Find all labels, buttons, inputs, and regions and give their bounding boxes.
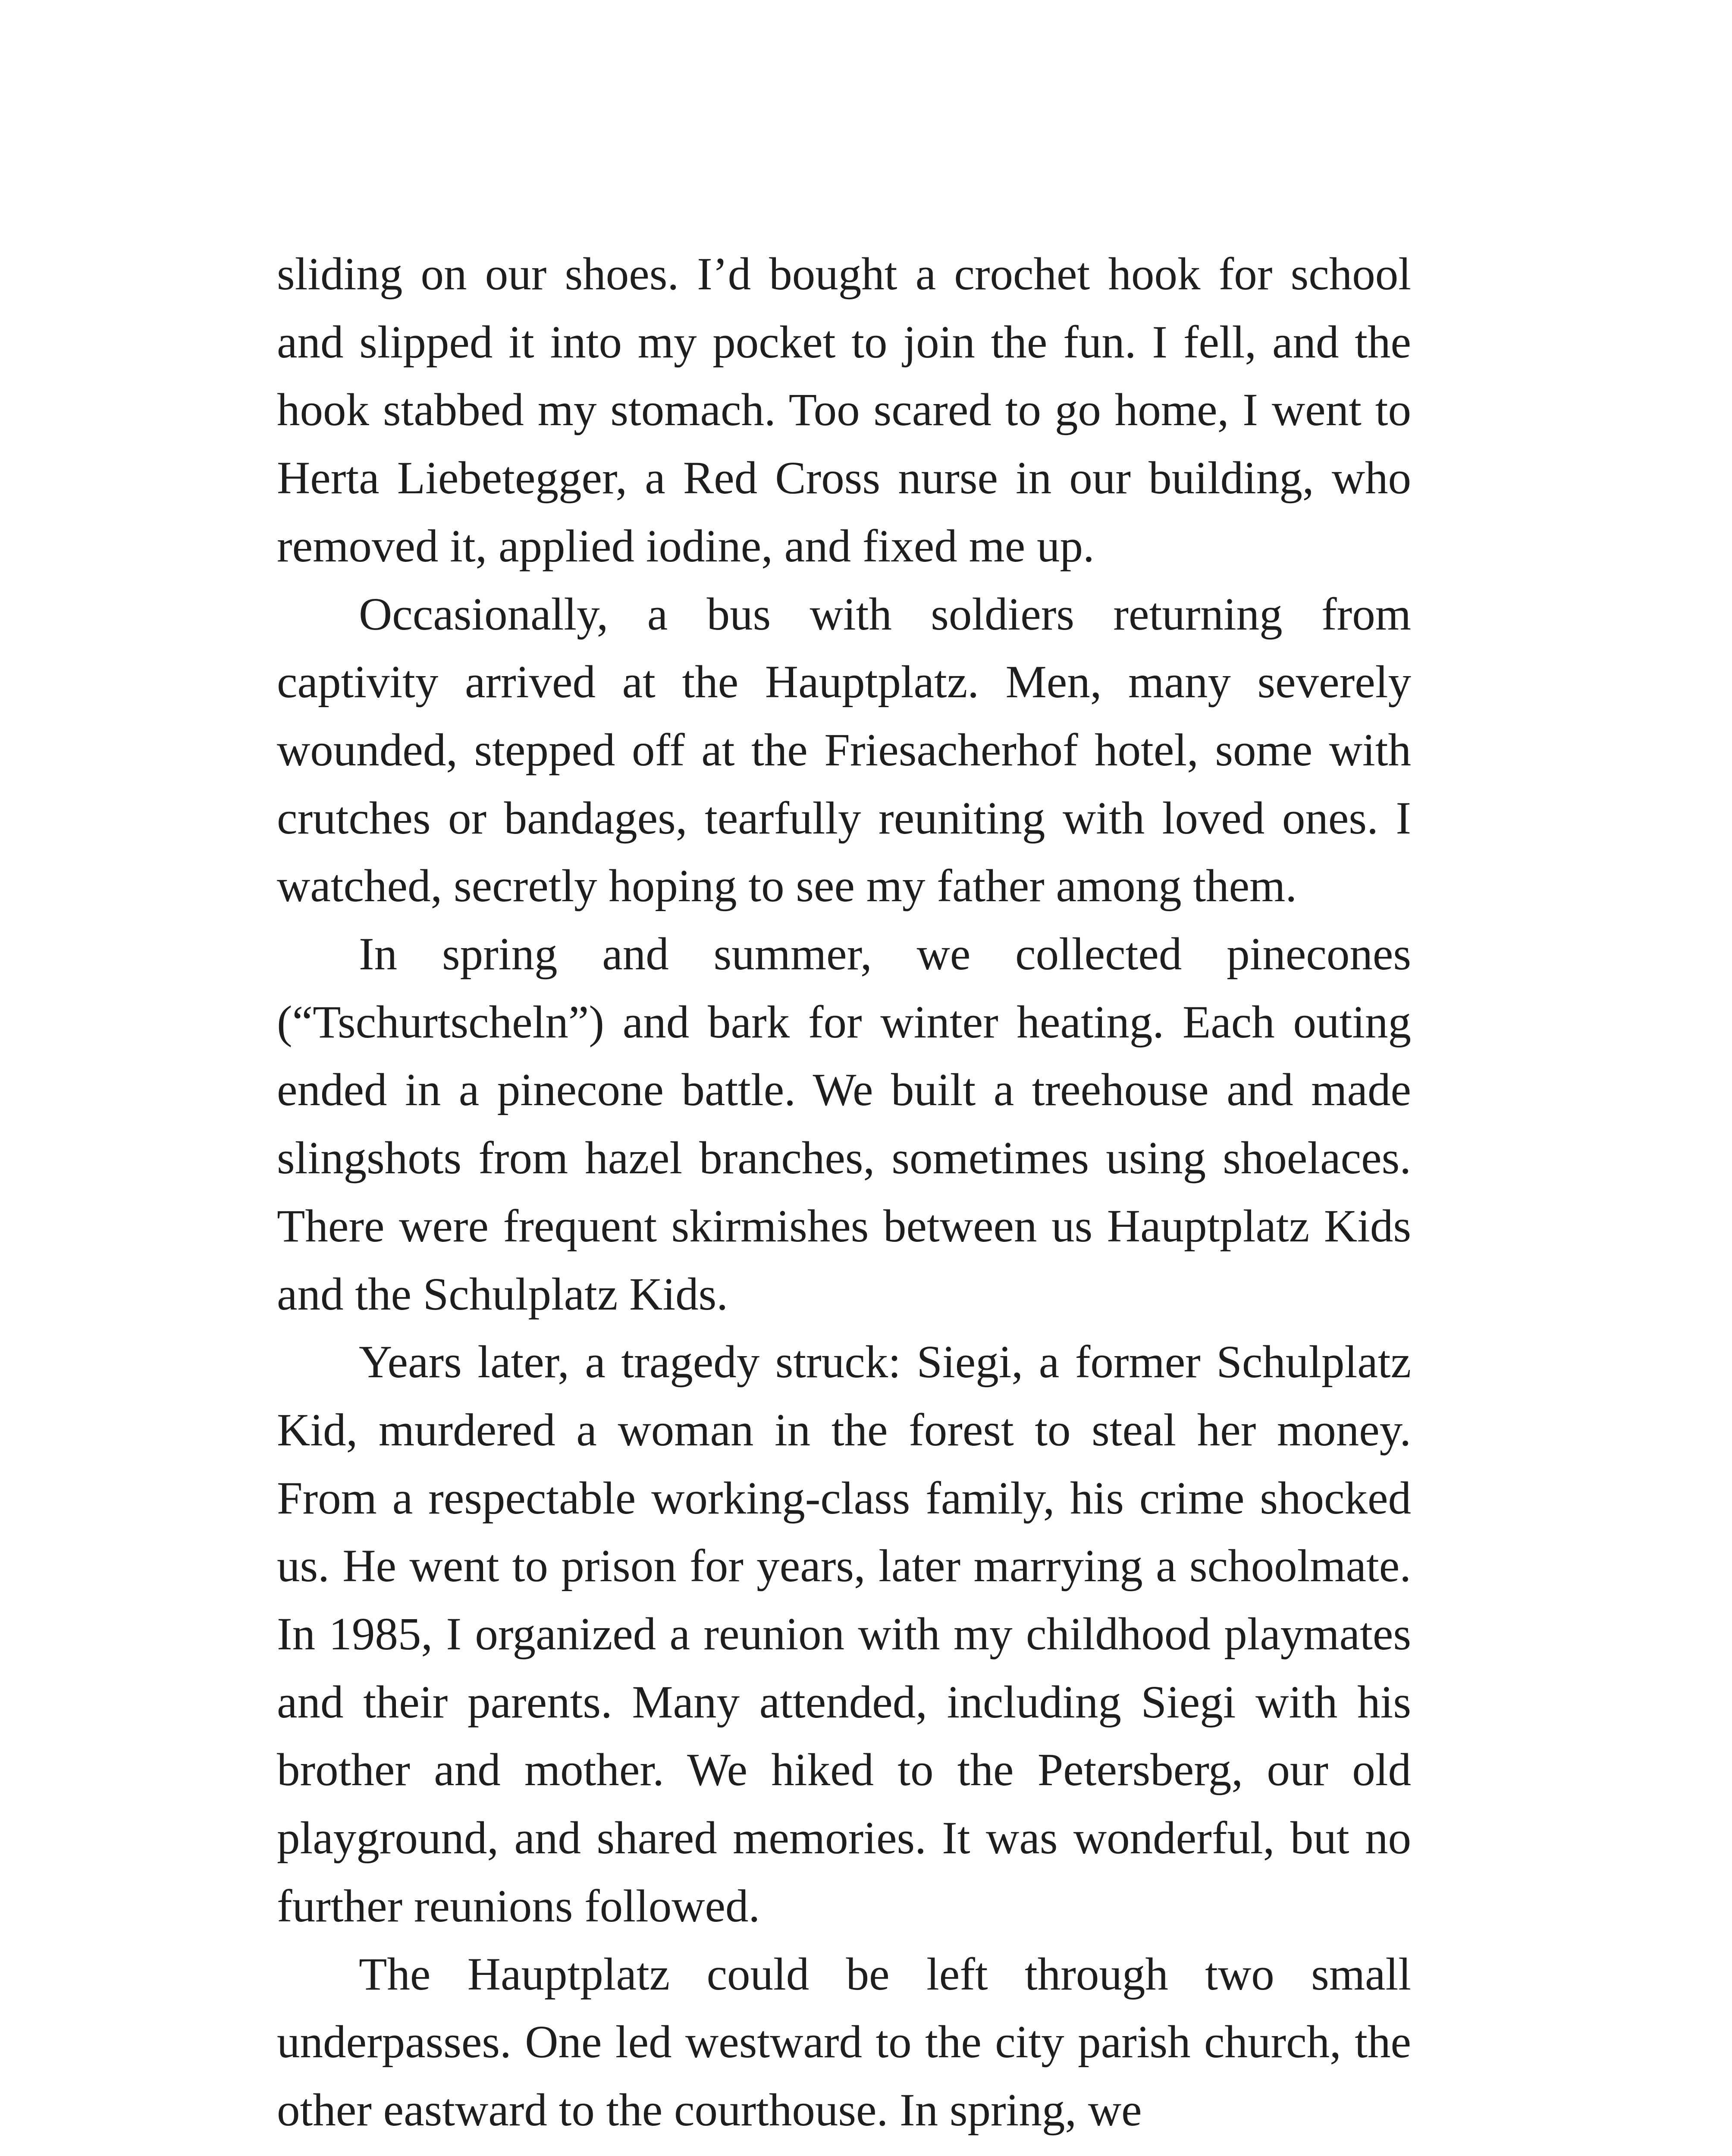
paragraph-continued: sliding on our shoes. I’d bought a crochet hook for school and slipped it into my pocket to join the fun. I fell, and the hook stabbed my stomach. Too scared to go home, I went to Herta Liebetegger, a Red Cross nurse in our building, who removed it, applied iodine, and fixed me up.	[277, 249, 1411, 572]
paragraph: The Hauptplatz could be left through two small underpasses. One led westward to the city parish church, the other eastward to the courthouse. In spring, we	[277, 1949, 1411, 2136]
paragraph: Occasionally, a bus with soldiers returning from captivity arrived at the Hauptplatz. Men, many severely wounded, stepped off at the Friesacherhof hotel, some with crutches or bandages, tearfully reuniting with loved ones. I watched, secretly hoping to see my father among them.	[277, 589, 1411, 912]
paragraph: In spring and summer, we collected pinecones (“Tschurtscheln”) and bark for winter heating. Each outing ended in a pinecone battle. We built a treehouse and made slingshots from hazel branches, sometimes using shoelaces. There were frequent skirmishes between us Hauptplatz Kids and the Schulplatz Kids.	[277, 929, 1411, 1320]
paragraph: Years later, a tragedy struck: Siegi, a former Schulplatz Kid, murdered a woman in the forest to steal her money. From a respectable working-class family, his crime shocked us. He went to prison for years, later marrying a schoolmate. In 1985, I organized a reunion with my childhood playmates and their parents. Many attended, including Siegi with his brother and mother. We hiked to the Petersberg, our old playground, and shared memories. It was wonderful, but no further reunions followed.	[277, 1337, 1411, 1932]
page-body-text	[277, 241, 1411, 2145]
